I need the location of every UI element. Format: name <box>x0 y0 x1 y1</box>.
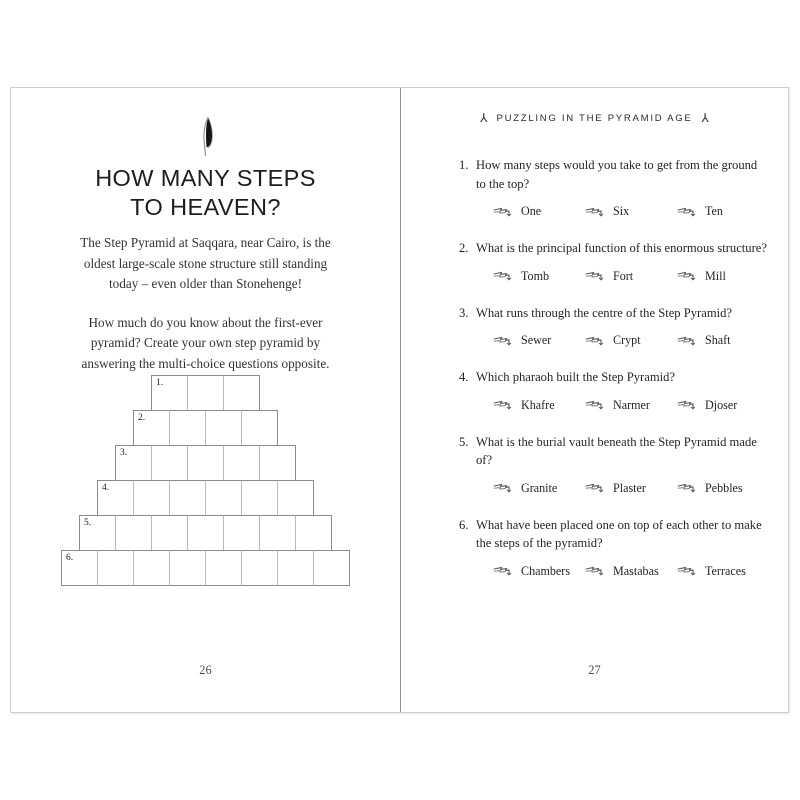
answer-option-label: Chambers <box>521 563 571 578</box>
option-row <box>459 333 768 348</box>
answer-option[interactable] <box>676 481 768 496</box>
hieroglyph-bullet-icon <box>584 206 604 218</box>
question-text: How many steps would you take to get from the ground to the top? <box>476 158 758 191</box>
question-block <box>459 433 768 496</box>
pyramid-row-number: 6. <box>66 553 74 563</box>
pyramid-cell[interactable] <box>61 550 98 586</box>
option-row <box>459 481 768 496</box>
pyramid-cell[interactable] <box>205 480 242 516</box>
hieroglyph-bullet-icon <box>584 482 604 494</box>
running-head <box>401 111 788 125</box>
pyramid-row <box>11 515 400 551</box>
answer-option[interactable] <box>584 564 676 579</box>
question-text: What runs through the centre of the Step Pyramid? <box>476 305 733 320</box>
question-list <box>459 156 768 599</box>
option-row <box>459 269 768 284</box>
answer-option[interactable] <box>492 204 584 219</box>
pyramid-cell[interactable] <box>259 515 296 551</box>
answer-option-label: One <box>521 204 542 218</box>
answer-option[interactable] <box>492 481 584 496</box>
answer-option[interactable] <box>584 204 676 219</box>
answer-option-label: Granite <box>521 480 558 495</box>
pyramid-cell[interactable] <box>133 480 170 516</box>
question-line <box>459 304 768 323</box>
question-text: What is the burial vault beneath the Step Pyramid made of? <box>476 434 757 467</box>
pyramid-cell[interactable] <box>187 445 224 481</box>
hieroglyph-bullet-icon <box>492 565 512 577</box>
pyramid-cell[interactable] <box>187 515 224 551</box>
answer-option-label: Khafre <box>521 397 555 412</box>
answer-option-label: Djoser <box>705 397 738 412</box>
pyramid-cell[interactable] <box>79 515 116 551</box>
answer-option[interactable] <box>584 398 676 413</box>
pyramid-cell[interactable] <box>169 410 206 446</box>
hieroglyph-bullet-icon <box>584 565 604 577</box>
left-page <box>11 88 400 712</box>
question-block <box>459 156 768 219</box>
pyramid-row-number: 1. <box>156 378 164 388</box>
pyramid-row <box>11 410 400 446</box>
question-block <box>459 516 768 579</box>
pyramid-cell[interactable] <box>97 480 134 516</box>
hieroglyph-bullet-icon <box>676 565 696 577</box>
hieroglyph-bullet-icon <box>492 270 512 282</box>
ornament-right-icon: ⅄ <box>701 111 709 125</box>
pyramid-cell[interactable] <box>241 410 278 446</box>
question-text: What is the principal function of this enormous structure? <box>476 241 767 255</box>
pyramid-row-number: 2. <box>138 413 146 423</box>
question-block <box>459 368 768 413</box>
answer-option-label: Mill <box>705 268 726 283</box>
answer-option-label: Mastabas <box>613 563 659 578</box>
question-text: What have been placed one on top of each other to make the steps of the pyramid? <box>476 517 762 550</box>
answer-option-label: Plaster <box>613 480 646 495</box>
pyramid-cell[interactable] <box>241 480 278 516</box>
answer-option-label: Ten <box>705 204 723 218</box>
pyramid-cell[interactable] <box>223 515 260 551</box>
pyramid-cell[interactable] <box>169 480 206 516</box>
hieroglyph-bullet-icon <box>676 399 696 411</box>
pyramid-row <box>11 480 400 516</box>
answer-option-label: Six <box>613 204 630 218</box>
answer-option[interactable] <box>584 481 676 496</box>
page-title-line-2: TO HEAVEN? <box>130 194 281 220</box>
answer-option[interactable] <box>676 333 768 348</box>
pyramid-cell[interactable] <box>259 445 296 481</box>
question-number: 4. <box>459 370 469 384</box>
intro-paragraph-1: The Step Pyramid at Saqqara, near Cairo, is the oldest large-scale stone structure still standing today – even older than Stonehenge! <box>80 235 331 291</box>
answer-option[interactable] <box>584 269 676 284</box>
answer-option-label: Fort <box>613 268 634 283</box>
hieroglyph-bullet-icon <box>584 399 604 411</box>
hieroglyph-bullet-icon <box>676 335 696 347</box>
hieroglyph-bullet-icon <box>676 206 696 218</box>
answer-option[interactable] <box>492 398 584 413</box>
option-row <box>459 398 768 413</box>
hieroglyph-bullet-icon <box>492 482 512 494</box>
step-pyramid-grid <box>11 376 400 586</box>
option-row <box>459 204 768 219</box>
pyramid-row <box>11 445 400 481</box>
page-title <box>51 164 360 222</box>
question-line <box>459 368 768 387</box>
pyramid-cell[interactable] <box>223 445 260 481</box>
question-text: Which pharaoh built the Step Pyramid? <box>476 370 676 384</box>
question-number: 1. <box>459 158 469 172</box>
question-line <box>459 156 768 193</box>
pyramid-cell[interactable] <box>115 445 152 481</box>
answer-option[interactable] <box>676 269 768 284</box>
pyramid-cell[interactable] <box>205 550 242 586</box>
question-number: 5. <box>459 434 469 449</box>
pyramid-cell[interactable] <box>241 550 278 586</box>
pyramid-cell[interactable] <box>169 550 206 586</box>
hieroglyph-bullet-icon <box>676 270 696 282</box>
pyramid-cell[interactable] <box>151 445 188 481</box>
hieroglyph-bullet-icon <box>584 335 604 347</box>
question-line <box>459 433 768 470</box>
pyramid-cell[interactable] <box>97 550 134 586</box>
hieroglyph-bullet-icon <box>492 399 512 411</box>
answer-option-label: Sewer <box>521 333 552 347</box>
answer-option[interactable] <box>676 564 768 579</box>
hieroglyph-bullet-icon <box>676 482 696 494</box>
book-spread <box>11 88 788 712</box>
folio-left: 26 <box>199 663 212 677</box>
pyramid-cell[interactable] <box>313 550 350 586</box>
answer-option-label: Narmer <box>613 397 650 412</box>
hieroglyph-bullet-icon <box>492 335 512 347</box>
question-number: 3. <box>459 305 469 320</box>
pyramid-cell[interactable] <box>295 515 332 551</box>
intro-text <box>69 233 342 374</box>
hieroglyph-bullet-icon <box>492 206 512 218</box>
right-page <box>401 88 788 712</box>
pyramid-cell[interactable] <box>205 410 242 446</box>
pyramid-row-number: 4. <box>102 483 110 493</box>
ornament-left-icon: ⅄ <box>480 111 488 125</box>
pyramid-row <box>11 375 400 411</box>
pyramid-cell[interactable] <box>115 515 152 551</box>
pyramid-cell[interactable] <box>151 515 188 551</box>
pyramid-row-number: 5. <box>84 518 92 528</box>
answer-option-label: Tomb <box>521 268 550 283</box>
question-line <box>459 239 768 258</box>
option-row <box>459 564 768 579</box>
pyramid-row-number: 3. <box>120 448 128 458</box>
pyramid-row <box>11 550 400 586</box>
pyramid-cell[interactable] <box>223 375 260 411</box>
question-block <box>459 304 768 349</box>
answer-option[interactable] <box>492 333 584 348</box>
question-line <box>459 516 768 553</box>
pyramid-cell[interactable] <box>277 480 314 516</box>
quill-feather-icon <box>11 114 400 160</box>
intro-paragraph-2: How much do you know about the first-ever pyramid? Create your own step pyramid by answering the multi-choice questions opposite. <box>81 314 330 371</box>
hieroglyph-bullet-icon <box>584 270 604 282</box>
page-title-line-1: HOW MANY STEPS <box>95 165 316 191</box>
answer-option-label: Pebbles <box>705 480 743 495</box>
answer-option-label: Shaft <box>705 333 731 347</box>
answer-option[interactable] <box>676 204 768 219</box>
running-head-text: PUZZLING IN THE PYRAMID AGE <box>496 113 693 124</box>
question-number: 2. <box>459 241 469 255</box>
question-block <box>459 239 768 284</box>
answer-option[interactable] <box>492 269 584 284</box>
answer-option[interactable] <box>492 564 584 579</box>
answer-option-label: Terraces <box>705 563 746 578</box>
folio-right: 27 <box>588 663 601 677</box>
answer-option[interactable] <box>676 398 768 413</box>
pyramid-cell[interactable] <box>151 375 188 411</box>
pyramid-cell[interactable] <box>187 375 224 411</box>
pyramid-cell[interactable] <box>133 550 170 586</box>
answer-option-label: Crypt <box>613 333 641 347</box>
pyramid-cell[interactable] <box>133 410 170 446</box>
pyramid-cell[interactable] <box>277 550 314 586</box>
question-number: 6. <box>459 517 469 532</box>
answer-option[interactable] <box>584 333 676 348</box>
